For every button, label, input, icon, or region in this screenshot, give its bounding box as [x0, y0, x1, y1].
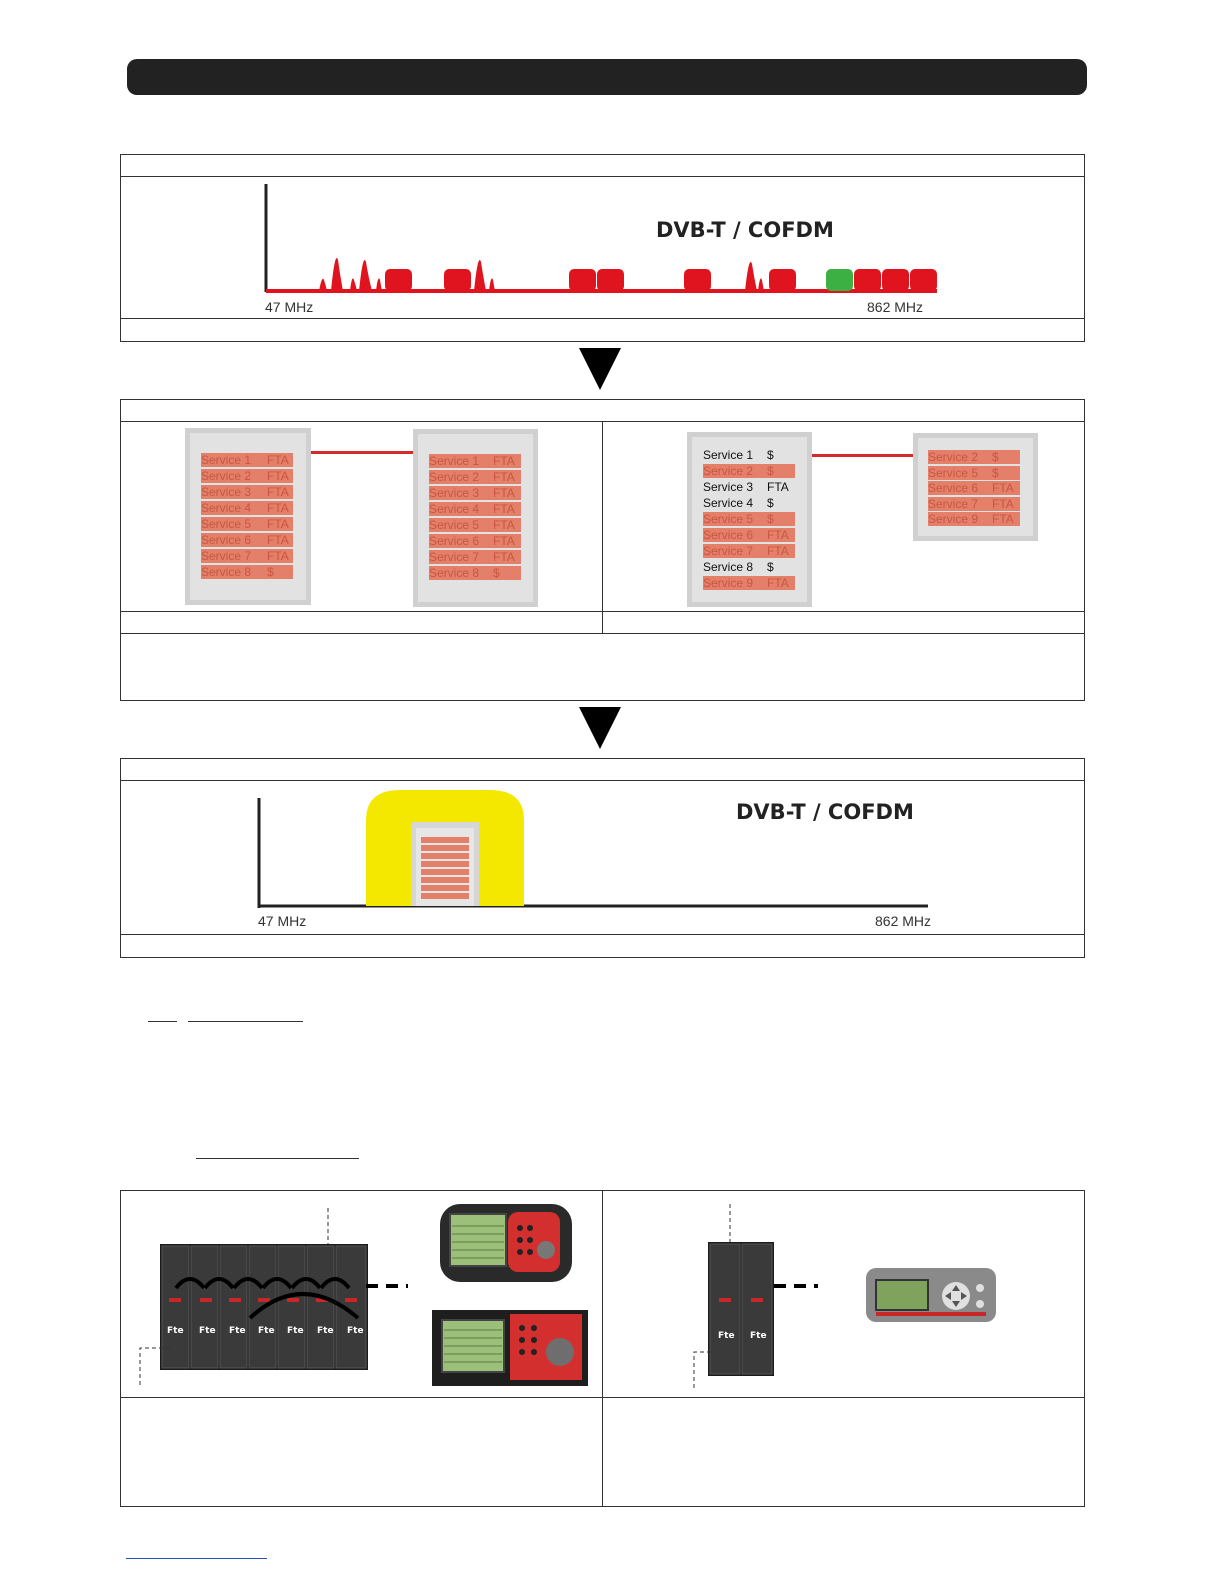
service-row	[421, 837, 469, 843]
spectrum-title: DVB-T / COFDM	[656, 218, 834, 242]
frame-column-divider	[602, 421, 603, 633]
fte-logo: Fte	[750, 1331, 767, 1341]
analog-carrier	[745, 262, 757, 291]
dvbt-channel	[684, 269, 711, 291]
service-row: Service 5 FTA	[201, 517, 293, 531]
mux-source-list	[703, 448, 797, 594]
analog-carrier	[489, 278, 495, 291]
mux-output-list	[429, 454, 523, 584]
service-row: Service 2 $	[928, 450, 1020, 464]
frame-divider	[120, 780, 1085, 781]
mux-mini-list	[421, 837, 469, 905]
fte-logo: Fte	[347, 1326, 364, 1336]
rack-logos	[167, 1326, 367, 1338]
service-row: Service 3 FTA	[703, 480, 789, 494]
analog-carrier	[474, 260, 486, 291]
service-row	[421, 869, 469, 875]
service-row: Service 1 FTA	[429, 454, 521, 468]
service-row: Service 3 FTA	[201, 485, 293, 499]
service-row: Service 7 FTA	[201, 549, 293, 563]
dvbt-channel	[854, 269, 881, 291]
service-row: Service 4 FTA	[429, 502, 521, 516]
fte-logo: Fte	[229, 1326, 246, 1336]
service-row: Service 1 $	[703, 448, 774, 462]
compact-programmer	[864, 1266, 998, 1324]
service-row: Service 9 FTA	[928, 512, 1020, 526]
service-row: Service 1 FTA	[201, 453, 293, 467]
service-row	[421, 877, 469, 883]
service-row	[421, 885, 469, 891]
fte-logo: Fte	[199, 1326, 216, 1336]
dvbt-channel	[910, 269, 937, 291]
service-row: Service 8 $	[703, 560, 774, 574]
fte-logo: Fte	[718, 1331, 735, 1341]
dvbt-channel	[597, 269, 624, 291]
service-row-selected: Service 6 FTA	[703, 528, 795, 542]
frame-divider	[120, 318, 1085, 319]
footer-link-underline	[126, 1558, 267, 1559]
down-arrow-icon	[579, 707, 621, 749]
service-row: Service 6 FTA	[429, 534, 521, 548]
spectrum-input-chart	[255, 180, 955, 300]
mux-output-list	[928, 450, 1022, 530]
down-arrow-icon	[579, 348, 621, 390]
service-row	[421, 893, 469, 899]
fte-logo: Fte	[317, 1326, 334, 1336]
service-row: Service 4 FTA	[201, 501, 293, 515]
text-underline	[196, 1158, 359, 1159]
freq-max-label: 862 MHz	[867, 299, 924, 315]
service-row	[421, 845, 469, 851]
rack-controller	[430, 1306, 590, 1388]
service-row: Service 5 $	[928, 466, 1020, 480]
dvbt-channel-selected	[826, 269, 853, 291]
freq-max-label: 862 MHz	[875, 913, 932, 929]
analog-carrier	[319, 279, 327, 291]
service-row	[421, 861, 469, 867]
frame-divider	[120, 633, 1085, 634]
mux-link-line	[812, 454, 913, 457]
freq-min-label: 47 MHz	[258, 913, 307, 929]
service-row: Service 8 $	[201, 565, 293, 579]
analog-carrier	[376, 278, 382, 291]
freq-min-label: 47 MHz	[265, 299, 314, 315]
text-underline	[148, 1021, 177, 1022]
dvbt-channel	[882, 269, 909, 291]
analog-carrier	[350, 278, 357, 291]
spectrum-title: DVB-T / COFDM	[736, 800, 914, 824]
handheld-programmer	[436, 1198, 576, 1288]
service-row: Service 7 FTA	[429, 550, 521, 564]
frame-divider	[120, 934, 1085, 935]
frame-column-divider	[602, 1190, 603, 1507]
fte-logo: Fte	[167, 1326, 184, 1336]
service-row-selected: Service 5 $	[703, 512, 795, 526]
dvbt-channel	[769, 269, 796, 291]
single-module	[686, 1200, 826, 1392]
service-row	[421, 853, 469, 859]
analog-carrier	[331, 258, 343, 291]
mux-source-list	[201, 453, 295, 583]
service-row: Service 4 $	[703, 496, 774, 510]
analog-carrier	[758, 278, 764, 291]
headend-rack	[132, 1200, 422, 1390]
service-row: Service 8 $	[429, 566, 521, 580]
analog-carrier	[359, 260, 372, 291]
text-underline	[188, 1021, 303, 1022]
dvbt-channel	[444, 269, 471, 291]
service-row: Service 7 FTA	[928, 497, 1020, 511]
service-row: Service 5 FTA	[429, 518, 521, 532]
fte-logo: Fte	[258, 1326, 275, 1336]
header-bar	[127, 59, 1087, 95]
mux-link-line	[311, 451, 413, 454]
dvbt-channel	[569, 269, 596, 291]
service-row: Service 2 FTA	[201, 469, 293, 483]
frame-divider	[120, 176, 1085, 177]
service-row-selected: Service 2 $	[703, 464, 795, 478]
service-row-selected: Service 9 FTA	[703, 576, 795, 590]
service-row: Service 2 FTA	[429, 470, 521, 484]
service-row-selected: Service 7 FTA	[703, 544, 795, 558]
service-row: Service 6 FTA	[201, 533, 293, 547]
module-logos	[718, 1331, 778, 1343]
service-row: Service 3 FTA	[429, 486, 521, 500]
fte-logo: Fte	[287, 1326, 304, 1336]
service-row: Service 6 FTA	[928, 481, 1020, 495]
dvbt-channel	[385, 269, 412, 291]
